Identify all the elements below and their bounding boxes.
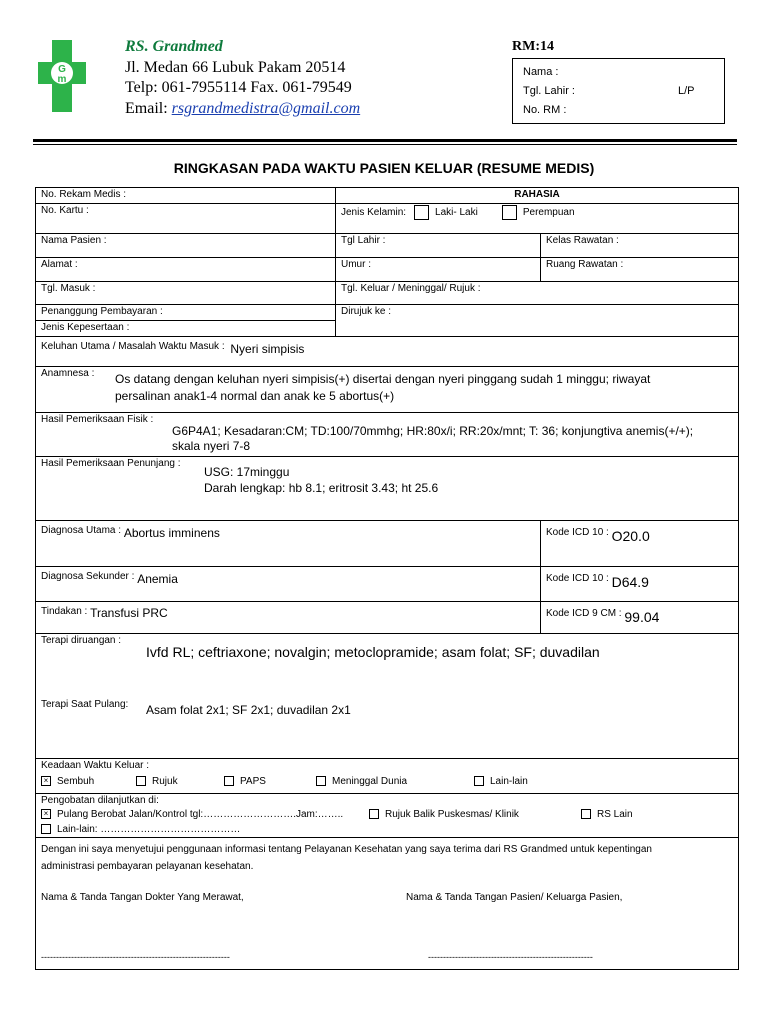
- penanggung-pembayaran-field[interactable]: Penanggung Pembayaran :: [36, 305, 336, 321]
- pengobatan-dilanjutkan-label: Pengobatan dilanjutkan di:: [41, 795, 159, 806]
- anamnesa-line-2: persalinan anak1-4 normal dan anak ke 5 abortus(+): [115, 389, 395, 403]
- diagnosa-sekunder-field[interactable]: [36, 567, 541, 602]
- perempuan-checkbox[interactable]: [502, 205, 517, 220]
- pemeriksaan-fisik-field[interactable]: [36, 413, 739, 457]
- anamnesa-label: Anamnesa :: [41, 368, 95, 379]
- rs-lain-checkbox[interactable]: [581, 809, 591, 819]
- keluhan-utama-label: Keluhan Utama / Masalah Waktu Masuk :: [41, 341, 225, 352]
- kode-icd-9-cm-value: 99.04: [624, 609, 660, 625]
- svg-text:m: m: [57, 74, 67, 85]
- kelas-rawatan-field[interactable]: Kelas Rawatan :: [541, 234, 739, 258]
- pulang-berobat-checkbox-checked[interactable]: ×: [41, 809, 51, 819]
- tgl-keluar-field[interactable]: Tgl. Keluar / Meninggal/ Rujuk :: [336, 282, 739, 305]
- hospital-address: Jl. Medan 66 Lubuk Pakam 20514: [125, 59, 346, 76]
- id-box-no-rm: No. RM :: [523, 104, 567, 116]
- option-meninggal-dunia[interactable]: [316, 776, 407, 787]
- jenis-kepesertaan-field[interactable]: Jenis Kepesertaan :: [36, 321, 336, 337]
- svg-text:G: G: [58, 64, 66, 75]
- diagnosa-sekunder-value: Anemia: [137, 572, 178, 586]
- option-pulang-berobat-jalan[interactable]: [41, 809, 343, 820]
- kode-icd-10-sekunder-label: Kode ICD 10 :: [546, 573, 609, 584]
- keadaan-waktu-keluar-label: Keadaan Waktu Keluar :: [41, 760, 150, 771]
- signature-line-dokter[interactable]: ---------------------------------------------------------------: [41, 952, 230, 962]
- jenis-kelamin-label: Jenis Kelamin:: [341, 207, 407, 219]
- paps-checkbox[interactable]: [224, 776, 234, 786]
- option-lain-lain[interactable]: [474, 776, 528, 787]
- persetujuan-section: [36, 838, 739, 970]
- lain-lain-checkbox[interactable]: [474, 776, 484, 786]
- sembuh-checkbox-checked[interactable]: ×: [41, 776, 51, 786]
- tindakan-label: Tindakan :: [41, 606, 88, 617]
- option-rujuk-balik[interactable]: [369, 809, 519, 820]
- hospital-phone: Telp: 061-7955114 Fax. 061-79549: [125, 79, 352, 96]
- consent-line-2: administrasi pembayaran pelayanan kesehatan.: [41, 861, 254, 872]
- rujuk-label: Rujuk: [152, 776, 178, 787]
- diagnosa-utama-label: Diagnosa Utama :: [41, 525, 122, 536]
- tgl-masuk-field[interactable]: Tgl. Masuk :: [36, 282, 336, 305]
- id-box-nama: Nama :: [523, 66, 559, 78]
- keluhan-utama-field[interactable]: [36, 337, 739, 367]
- pemeriksaan-penunjang-label: Hasil Pemeriksaan Penunjang :: [41, 458, 181, 469]
- hospital-name: RS. Grandmed: [125, 38, 223, 55]
- rujuk-checkbox[interactable]: [136, 776, 146, 786]
- pengobatan-dilanjutkan-field: [36, 794, 739, 838]
- terapi-field[interactable]: [36, 634, 739, 759]
- meninggal-dunia-label: Meninggal Dunia: [332, 776, 408, 787]
- no-rekam-medis-field[interactable]: No. Rekam Medis :: [36, 188, 336, 204]
- pemeriksaan-penunjang-line-1: USG: 17minggu: [204, 465, 290, 479]
- hospital-email-line: [125, 100, 360, 118]
- consent-text: [41, 839, 733, 875]
- tindakan-value: Transfusi PRC: [90, 606, 168, 620]
- kode-icd-10-utama-label: Kode ICD 10 :: [546, 527, 609, 538]
- pemeriksaan-penunjang-field[interactable]: [36, 457, 739, 521]
- paps-label: PAPS: [240, 776, 266, 787]
- pemeriksaan-fisik-label: Hasil Pemeriksaan Fisik :: [41, 414, 154, 425]
- rujuk-balik-checkbox[interactable]: [369, 809, 379, 819]
- sembuh-label: Sembuh: [57, 776, 95, 787]
- anamnesa-line-1: Os datang dengan keluhan nyeri simpisis(+) disertai dengan nyeri pinggang sudah 1 minggu; riwayat: [115, 372, 651, 386]
- document-title: RINGKASAN PADA WAKTU PASIEN KELUAR (RESUME MEDIS): [173, 160, 595, 176]
- lain-lain-pengobatan-checkbox[interactable]: [41, 824, 51, 834]
- alamat-field[interactable]: Alamat :: [36, 258, 336, 282]
- email-link[interactable]: rsgrandmedistra@gmail.com: [171, 100, 361, 117]
- terapi-diruangan-label: Terapi diruangan :: [41, 635, 122, 646]
- header-divider-thin: [33, 144, 737, 145]
- lain-lain-pengobatan-label: Lain-lain: ……………………………………: [57, 824, 241, 835]
- pemeriksaan-fisik-line-1: G6P4A1; Kesadaran:CM; TD:100/70mmhg; HR:80x/i; RR:20x/mnt; T: 36; konjungtiva anemis(+/+);: [172, 424, 694, 438]
- laki-laki-checkbox[interactable]: [414, 205, 429, 220]
- lain-lain-label: Lain-lain: [490, 776, 528, 787]
- rm-code: RM:14: [512, 39, 554, 54]
- kode-icd-9-cm-field[interactable]: [541, 602, 739, 634]
- kode-icd-10-utama-field[interactable]: [541, 521, 739, 567]
- option-paps[interactable]: [224, 776, 266, 787]
- terapi-saat-pulang-label: Terapi Saat Pulang:: [41, 699, 129, 710]
- dirujuk-ke-field[interactable]: Dirujuk ke :: [336, 305, 739, 337]
- nama-pasien-field[interactable]: Nama Pasien :: [36, 234, 336, 258]
- patient-id-box: [512, 58, 725, 124]
- signature-line-pasien[interactable]: -------------------------------------------------------: [428, 952, 593, 962]
- rahasia-label: RAHASIA: [336, 188, 739, 204]
- hospital-logo-cross-icon: [38, 40, 86, 112]
- kode-icd-10-utama-value: O20.0: [611, 528, 650, 544]
- header-divider-thick: [33, 139, 737, 142]
- pemeriksaan-penunjang-line-2: Darah lengkap: hb 8.1; eritrosit 3.43; ht 25.6: [204, 481, 439, 495]
- anamnesa-field[interactable]: [36, 367, 739, 413]
- tindakan-field[interactable]: [36, 602, 541, 634]
- consent-line-1: Dengan ini saya menyetujui penggunaan informasi tentang Pelayanan Kesehatan yang saya terima dari RS Grandmed untuk kepentingan: [41, 844, 652, 855]
- kode-icd-9-cm-label: Kode ICD 9 CM :: [546, 608, 622, 619]
- terapi-saat-pulang-value: Asam folat 2x1; SF 2x1; duvadilan 2x1: [146, 703, 351, 717]
- ruang-rawatan-field[interactable]: Ruang Rawatan :: [541, 258, 739, 282]
- perempuan-label: Perempuan: [522, 207, 575, 219]
- option-lain-lain-pengobatan[interactable]: [41, 824, 240, 835]
- id-box-tgl-lahir: Tgl. Lahir :: [523, 85, 575, 97]
- no-kartu-field[interactable]: No. Kartu :: [36, 204, 336, 234]
- option-sembuh[interactable]: [41, 776, 94, 787]
- keadaan-waktu-keluar-field: [36, 759, 739, 794]
- umur-field[interactable]: Umur :: [336, 258, 541, 282]
- kode-icd-10-sekunder-value: D64.9: [611, 574, 649, 590]
- email-label: Email:: [125, 100, 168, 117]
- id-box-lp: L/P: [678, 85, 695, 97]
- diagnosa-utama-field[interactable]: [36, 521, 541, 567]
- terapi-diruangan-value: Ivfd RL; ceftriaxone; novalgin; metoclopramide; asam folat; SF; duvadilan: [146, 644, 600, 660]
- tgl-lahir-field[interactable]: Tgl Lahir :: [336, 234, 541, 258]
- rs-lain-label: RS Lain: [597, 809, 633, 820]
- ttd-dokter-label: Nama & Tanda Tangan Dokter Yang Merawat,: [41, 892, 244, 903]
- diagnosa-utama-value: Abortus imminens: [123, 526, 220, 540]
- option-rujuk[interactable]: [136, 776, 178, 787]
- diagnosa-sekunder-label: Diagnosa Sekunder :: [41, 571, 135, 582]
- pulang-berobat-label: Pulang Berobat Jalan/Kontrol tgl:……………………….Jam:……..: [57, 809, 344, 820]
- ttd-pasien-label: Nama & Tanda Tangan Pasien/ Keluarga Pasien,: [406, 892, 623, 903]
- rujuk-balik-label: Rujuk Balik Puskesmas/ Klinik: [385, 809, 519, 820]
- resume-medis-form: [35, 187, 739, 970]
- laki-laki-label: Laki- Laki: [435, 207, 478, 219]
- jenis-kelamin-field: [336, 204, 739, 234]
- pemeriksaan-fisik-line-2: skala nyeri 7-8: [172, 439, 251, 453]
- meninggal-dunia-checkbox[interactable]: [316, 776, 326, 786]
- kode-icd-10-sekunder-field[interactable]: [541, 567, 739, 602]
- keluhan-utama-value: Nyeri simpisis: [230, 342, 305, 356]
- option-rs-lain[interactable]: [581, 809, 633, 820]
